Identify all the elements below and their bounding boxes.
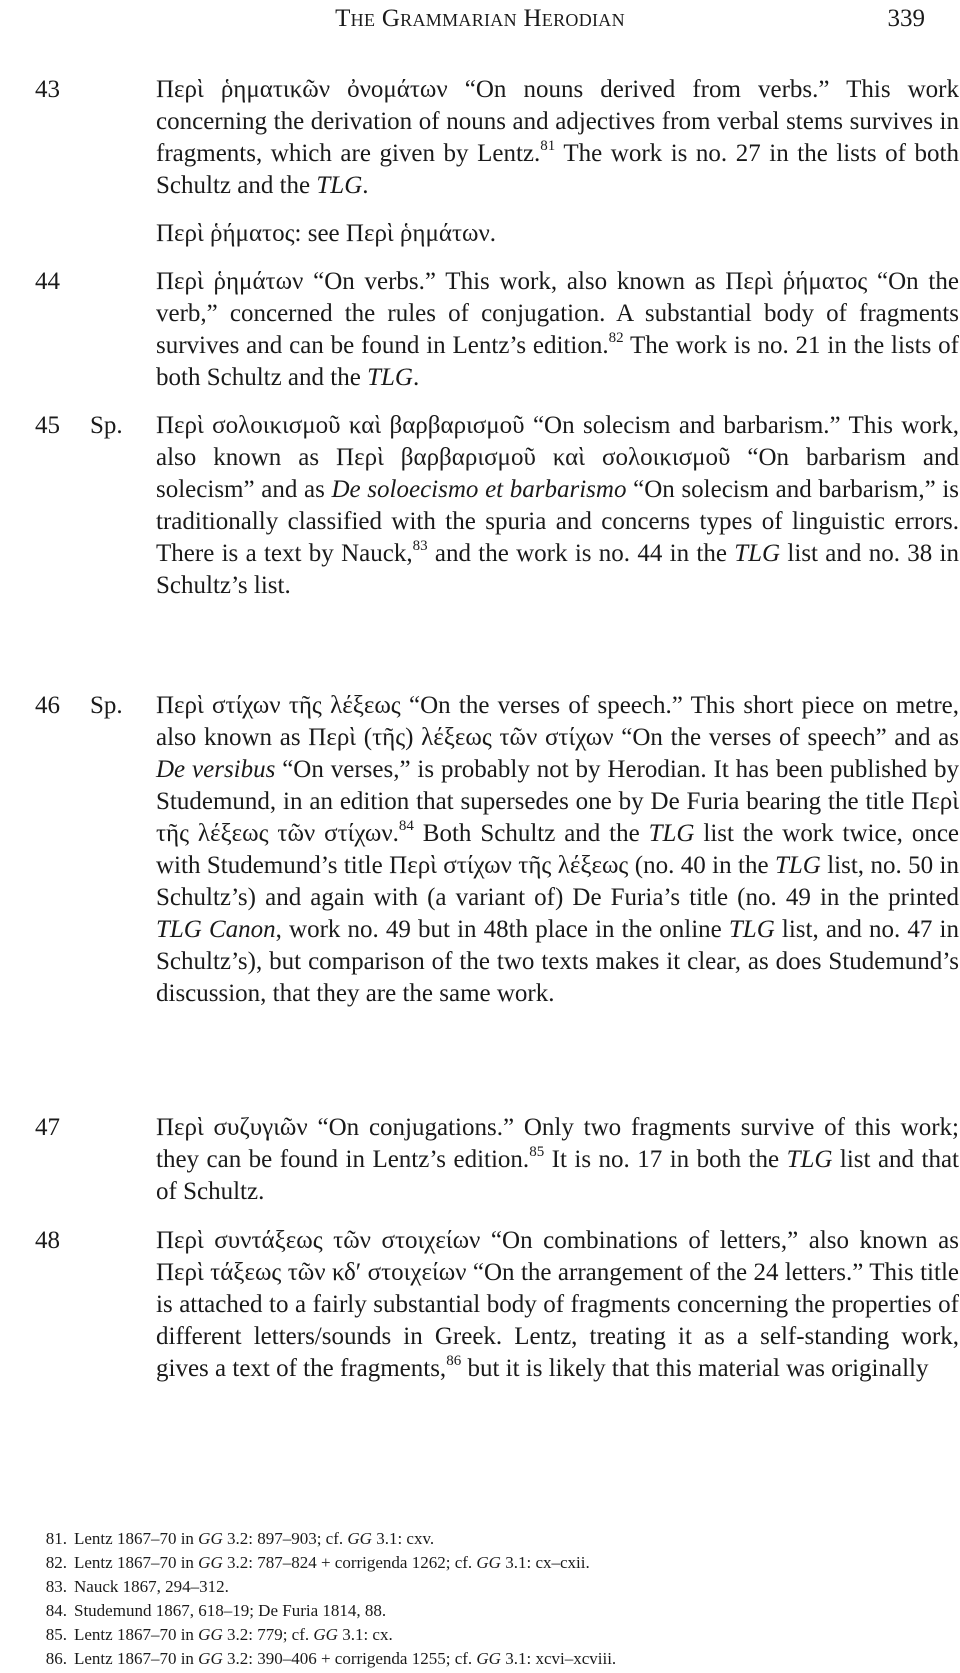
footnote-text: Studemund 1867, 618–19; De Furia 1814, 88. [74, 1601, 387, 1620]
book-page: The Grammarian Herodian 339 43 Περὶ ῥηματικῶν ὀνομάτων “On nouns derived from verbs.” This work concerning the derivation of nouns and adjectives from verbal stems survives in fragments, which are given by Lentz.$^{81}$ The work is no. 27 in the lists of both Schultz and the TLG. Περὶ ῥήματος: see Περὶ ῥημάτων. 44 Περὶ ῥημάτων “On verbs.” This work, also known as Περὶ ῥήματος “On the verb,” concerned the rules of conjugation. A substantial body of fragments survives and can be found in Lentz’s edition.$^{82}$ The work is no. 21 in the lists of both Schultz and the TLG. 45 Sp. Περὶ σολοικισμοῦ καὶ βαρβαρισμοῦ “On solecism and barbarism.” This work, also known as Περὶ βαρβαρισμοῦ καὶ σολοικισμοῦ “On barbarism and solecism” and as De soloecismo et barbarismo “On solecism and barbarism,” is traditionally classified with the spuria and concerns types of linguistic errors. There is a text by Nauck,$^{83}$ and the work is no. 44 in the TLG list and no. 38 in Schultz’s list. 46 Sp. Περὶ στίχων τῆς λέξεως “On the verses of speech.” This short piece on metre, also known as Περὶ (τῆς) λέξεως τῶν στίχων “On the verses of speech” and as De versibus “On verses,” is probably not by Herodian. It has been published by Studemund, in an edition that supersedes one by De Furia bearing the title Περὶ τῆς λέξεως τῶν στίχων.$^{84}$ Both Schultz and the TLG list the work twice, once with Studemund’s title Περὶ στίχων τῆς λέξεως (no. 40 in the TLG list, no. 50 in Schultz’s) and again with (a variant of) De Furia’s title (no. 49 in the printed TLG Canon, work no. 49 but in 48th place in the online TLG list, and no. 47 in Schultz’s), but comparison of the two texts makes it clear, as does Studemund’s discussion, that they are the same work. 47 Περὶ συζυγιῶν “On conjugations.” Only two fragments survive of this work; they can be found in Lentz’s edition.$^{85}$ It is no. 17 in both the TLG list and that of Schultz. 48 Περὶ συντάξεως τῶν στοιχείων “On combinations of letters,” also known as Περὶ τάξεως τῶν κδʹ στοιχείων “On the arrangement of the 24 letters.” This title is attached to a fairly substantial body of fragments concerning the properties of different letters/sounds in Greek. Lentz, treating it as a self-standing work, gives a text of the fragments,$^{86}$ but it is likely that this material was originally 81. Lentz 1867–70 in GG 3.2: 897–903; cf. GG 3.1: cxv. 82. Lentz 1867–70 in GG 3.2: 787–824 + corrigenda 1262; cf. GG 3.1: cx–cxii. 83. Nauck 1867, 294–312. 84. Studemund 1867, 618–19; De Furia 1814, 88. 85. Lentz 1867–70 in GG 3.2: 779; cf. GG 3.1: cx. 86. Lentz 1867–70 in GG 3.2: 390–406 + corrigenda 1255; cf. GG 3.1: xcvi–xcviii. [0, 0, 960, 1673]
greek-title: Περὶ συζυγιῶν [156, 1114, 308, 1141]
greek-title: Περὶ στίχων τῆς λέξεως [389, 852, 629, 879]
footnote [35, 1527, 925, 1551]
entry-body: Περὶ στίχων τῆς λέξεως “On the verses of speech.” This short piece on metre, also known as Περὶ (τῆς) λέξεως τῶν στίχων “On the verses of speech” and as De versibus “On verses,” is probably not by Herodian. It has been published by Studemund, in an edition that supersedes one by De Furia bearing the title Περὶ τῆς λέξεως τῶν στίχων.$^{84}$ Both Schultz and the TLG list the work twice, once with Studemund’s title Περὶ στίχων τῆς λέξεως (no. 40 in the TLG list, no. 50 in Schultz’s) and again with (a variant of) De Furia’s title (no. 49 in the printed TLG Canon, work no. 49 but in 48th place in the online TLG list, and no. 47 in Schultz’s), but comparison of the two texts makes it clear, as does Studemund’s discussion, that they are the same work. [156, 692, 960, 1007]
footnote-number: 83. [45, 1577, 67, 1596]
page-number: 339 [887, 5, 925, 32]
footnote-number: 84. [45, 1601, 67, 1620]
entry-number: 45 [35, 412, 60, 439]
greek-title: Περὶ σολοικισμοῦ καὶ βαρβαρισμοῦ [156, 412, 525, 439]
footnote-text: Lentz 1867–70 in GG 3.2: 787–824 + corrigenda 1262; cf. GG 3.1: cx–cxii. [74, 1553, 590, 1572]
footnote [35, 1647, 925, 1671]
spuria-mark: Sp. [90, 692, 123, 719]
footnote [35, 1551, 925, 1575]
entry-body: Περὶ ῥηματικῶν ὀνομάτων “On nouns derived from verbs.” This work concerning the derivation of nouns and adjectives from verbal stems survives in fragments, which are given by Lentz.$^{81}$ The work is no. 27 in the lists of both Schultz and the TLG. [156, 76, 959, 199]
entry-body: Περὶ συζυγιῶν “On conjugations.” Only two fragments survive of this work; they can be found in Lentz’s edition.$^{85}$ It is no. 17 in both the TLG list and that of Schultz. [156, 1114, 960, 1205]
greek-title: Περὶ (τῆς) λέξεως τῶν στίχων [308, 724, 614, 751]
greek-title: Περὶ στίχων τῆς λέξεως [156, 692, 401, 719]
greek-title: Περὶ ῥημάτων [156, 268, 304, 295]
footnote-ref[interactable]: 83 [412, 538, 428, 554]
entry-body: Περὶ ῥημάτων “On verbs.” This work, also known as Περὶ ῥήματος “On the verb,” concerned the rules of conjugation. A substantial body of fragments survives and can be found in Lentz’s edition.$^{82}$ The work is no. 21 in the lists of both Schultz and the TLG. [156, 268, 960, 391]
footnote-number: 86. [45, 1649, 67, 1668]
footnote-text: Lentz 1867–70 in GG 3.2: 897–903; cf. GG 3.1: cxv. [74, 1529, 435, 1548]
entry-number: 46 [35, 692, 60, 719]
greek-title: Περὶ συντάξεως τῶν στοιχείων [156, 1227, 481, 1254]
footnote [35, 1623, 925, 1647]
footnotes [35, 1527, 925, 1671]
entry-number: 48 [35, 1227, 60, 1254]
entry-number: 44 [35, 268, 60, 295]
spuria-mark: Sp. [90, 412, 123, 439]
entry-number: 43 [35, 76, 60, 103]
greek-title: Περὶ ῥηματικῶν ὀνομάτων [156, 76, 448, 103]
footnote-text: Lentz 1867–70 in GG 3.2: 390–406 + corrigenda 1255; cf. GG 3.1: xcvi–xcviii. [74, 1649, 617, 1668]
greek-title: Περὶ ῥήματος [156, 220, 295, 247]
entry-body: Περὶ συντάξεως τῶν στοιχείων “On combinations of letters,” also known as Περὶ τάξεως τῶν κδʹ στοιχείων “On the arrangement of the 24 letters.” This title is attached to a fairly substantial body of fragments concerning the properties of different letters/sounds in Greek. Lentz, treating it as a self-standing work, gives a text of the fragments,$^{86}$ but it is likely that this material was originally [156, 1227, 959, 1382]
entry-body: Περὶ σολοικισμοῦ καὶ βαρβαρισμοῦ “On solecism and barbarism.” This work, also known as Περὶ βαρβαρισμοῦ καὶ σολοικισμοῦ “On barbarism and solecism” and as De soloecismo et barbarismo “On solecism and barbarism,” is traditionally classified with the spuria and concerns types of linguistic errors. There is a text by Nauck,$^{83}$ and the work is no. 44 in the TLG list and no. 38 in Schultz’s list. [156, 412, 960, 599]
footnote-ref[interactable]: 85 [529, 1144, 545, 1160]
footnote-number: 81. [45, 1529, 67, 1548]
footnote-ref[interactable]: 86 [446, 1353, 462, 1369]
greek-title: Περὶ τῆς λέξεως τῶν στίχων [156, 788, 959, 847]
footnote-ref[interactable]: 81 [540, 138, 556, 154]
entry-number: 47 [35, 1114, 60, 1141]
footnote [35, 1575, 925, 1599]
running-head-title: The Grammarian Herodian [335, 5, 625, 32]
running-head [35, 4, 925, 34]
greek-title: Περὶ τάξεως τῶν κδʹ στοιχείων [156, 1259, 467, 1286]
greek-title: Περὶ ῥημάτων [345, 220, 490, 247]
footnote-text: Lentz 1867–70 in GG 3.2: 779; cf. GG 3.1: cx. [74, 1625, 393, 1644]
footnote-ref[interactable]: 82 [608, 330, 624, 346]
footnote [35, 1599, 925, 1623]
footnote-number: 82. [45, 1553, 67, 1572]
footnote-ref[interactable]: 84 [398, 818, 414, 834]
footnote-number: 85. [45, 1625, 67, 1644]
footnote-text: Nauck 1867, 294–312. [74, 1577, 229, 1596]
greek-title: Περὶ ῥήματος [725, 268, 868, 295]
greek-title: Περὶ βαρβαρισμοῦ καὶ σολοικισμοῦ [336, 444, 731, 471]
